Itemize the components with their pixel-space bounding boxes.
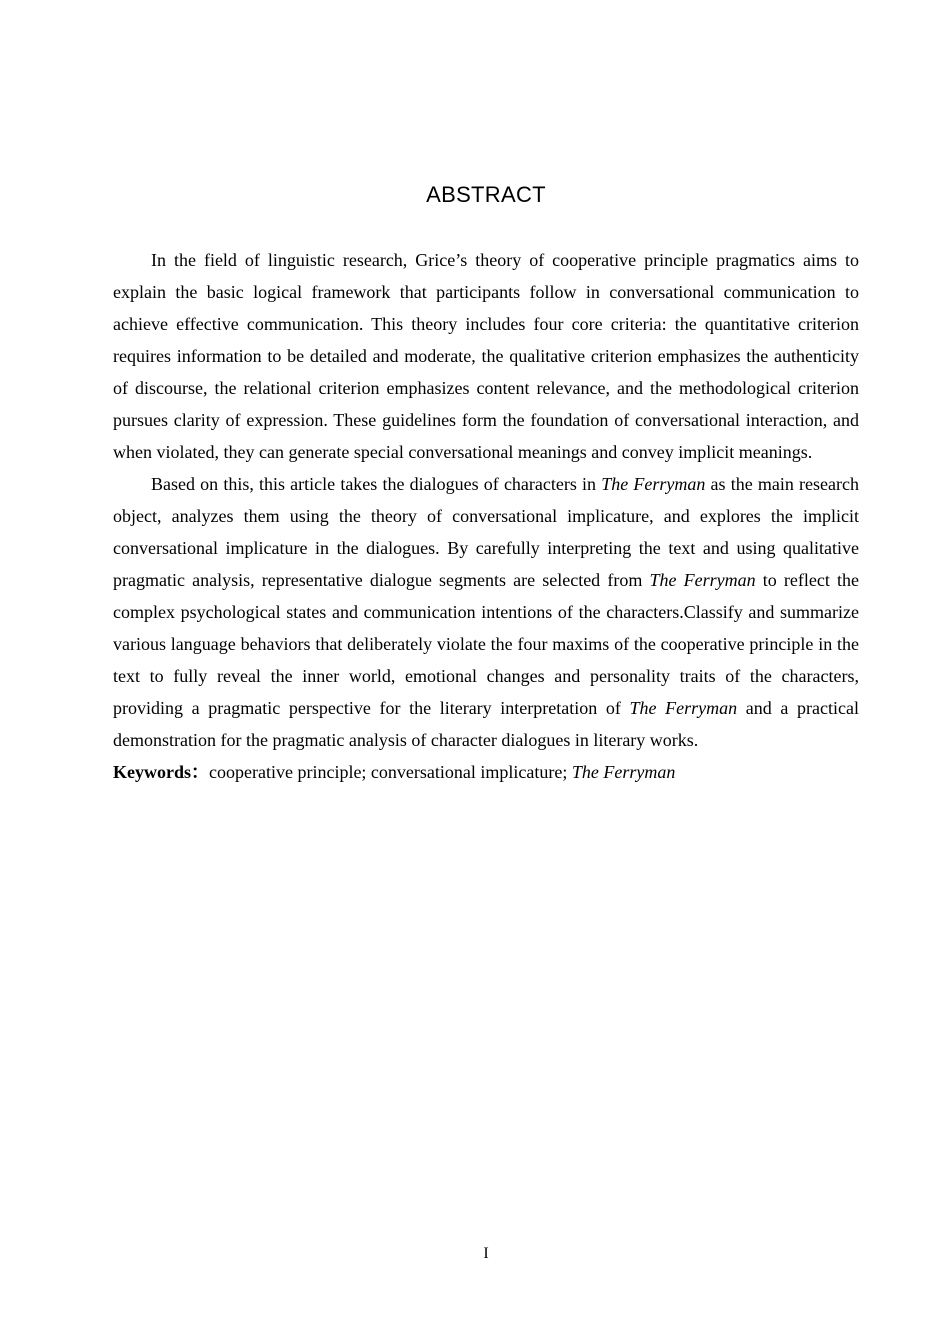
paragraph-2-text-3: to reflect the complex psychological states and communication intentions of the characters.Classify and summarize various language behaviors that deliberately violate the four maxims of the cooperative principle in the text to fully reveal the inner world, emotional changes and personality traits of the characters, providing a pragmatic perspective for the literary interpretation of xyxy=(113,570,860,718)
paragraph-2-text-1: Based on this, this article takes the dialogues of characters in xyxy=(151,474,602,494)
keywords-line xyxy=(113,756,859,788)
keywords-book-title: The Ferryman xyxy=(571,762,676,782)
paragraph-2-text-4: and a practical demonstration for the pragmatic analysis of character dialogues in literary works. xyxy=(113,698,860,750)
keywords-terms: cooperative principle; conversational implicature; xyxy=(209,762,572,782)
abstract-body xyxy=(113,244,859,788)
page-number: I xyxy=(483,1245,489,1262)
book-title: The Ferryman xyxy=(601,474,706,494)
book-title: The Ferryman xyxy=(649,570,756,590)
abstract-paragraph-1: In the field of linguistic research, Grice’s theory of cooperative principle pragmatics aims to explain the basic logical framework that participants follow in conversational communication to achieve effective communication. This theory includes four core criteria: the quantitative criterion requires information to be detailed and moderate, the qualitative criterion emphasizes the authenticity of discourse, the relational criterion emphasizes content relevance, and the methodological criterion pursues clarity of expression. These guidelines form the foundation of conversational interaction, and when violated, they can generate special conversational meanings and convey implicit meanings. xyxy=(113,250,859,462)
abstract-title: ABSTRACT xyxy=(426,182,546,207)
abstract-paragraph-2 xyxy=(113,468,859,756)
paragraph-2-text-2: as the main research object, analyzes them using the theory of conversational implicature, and explores the implicit conversational implicature in the dialogues. By carefully interpreting the text and using qualitative pragmatic analysis, representative dialogue segments are selected from xyxy=(113,474,859,590)
book-title: The Ferryman xyxy=(629,698,738,718)
keywords-label: Keywords： xyxy=(113,762,209,782)
